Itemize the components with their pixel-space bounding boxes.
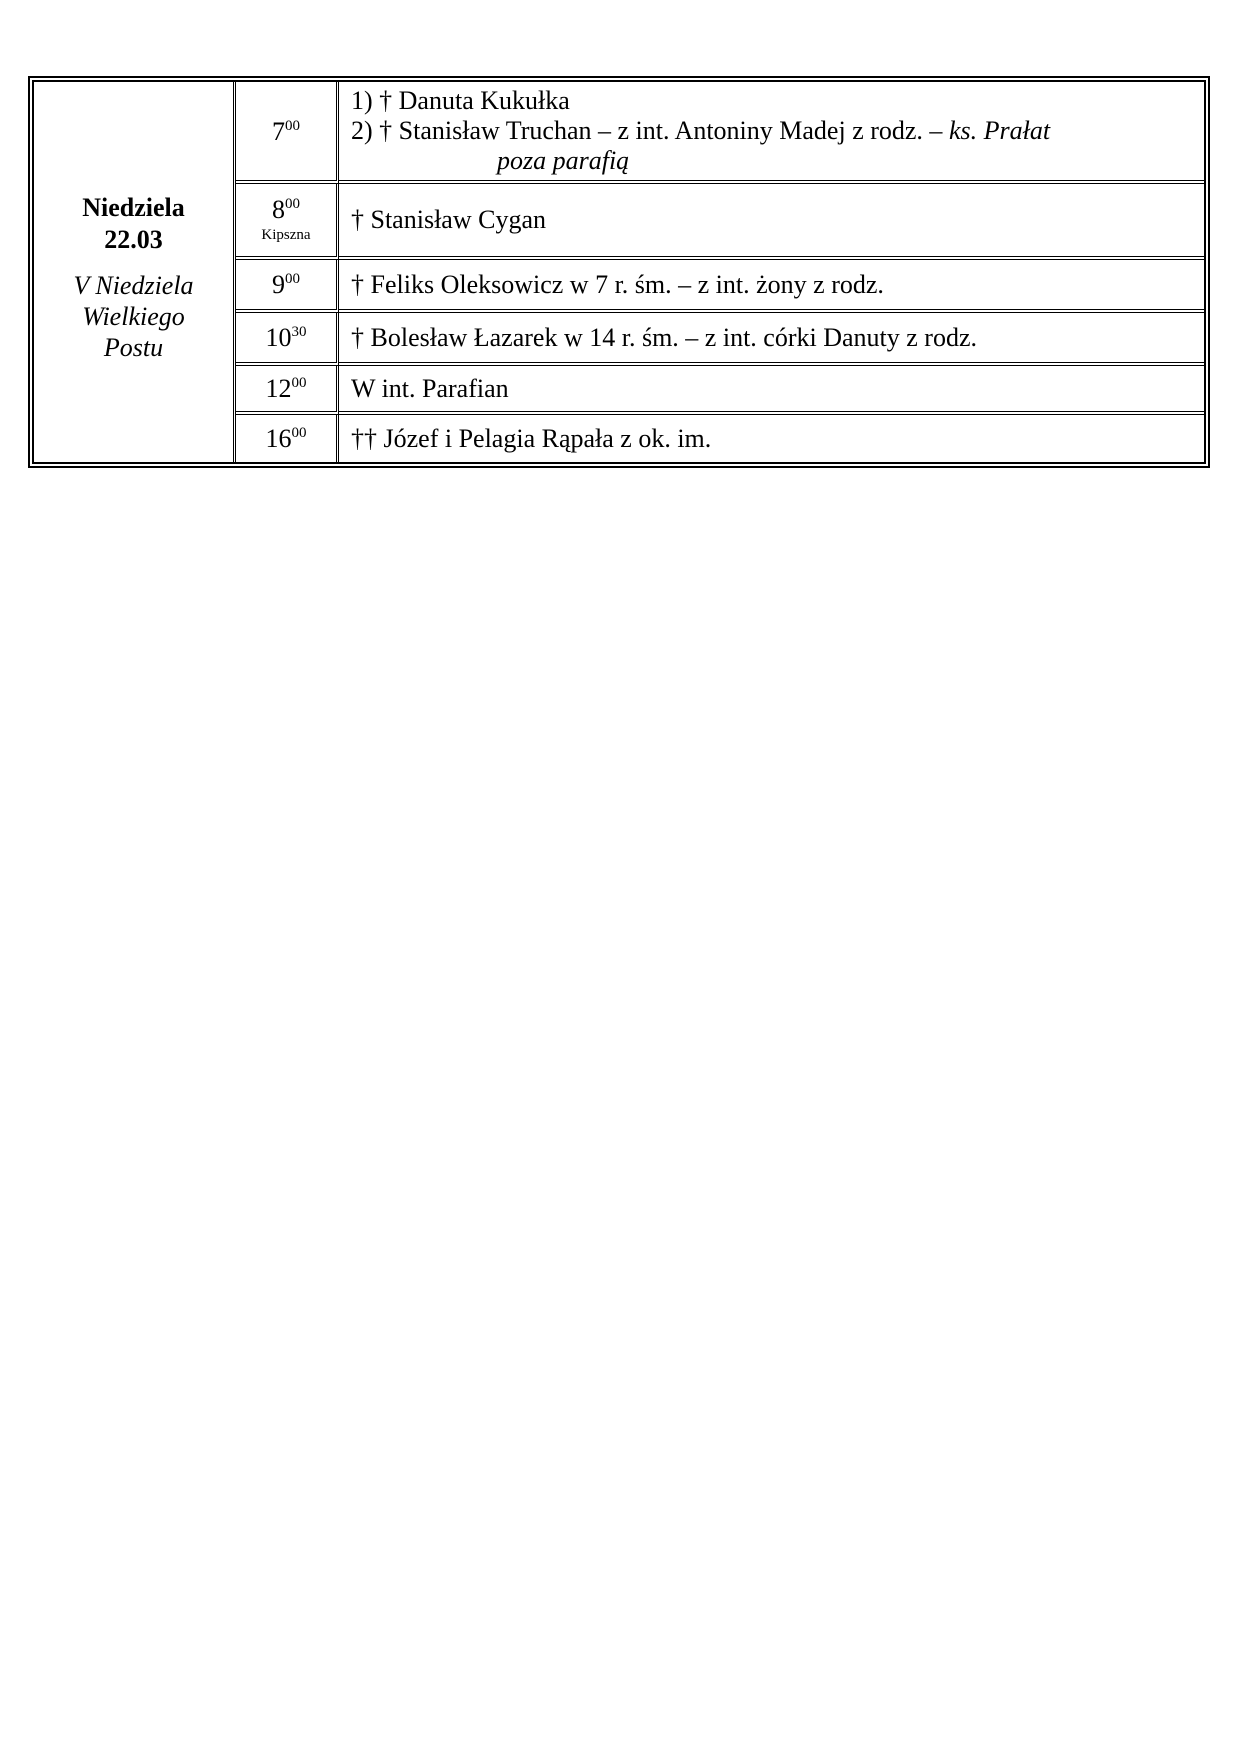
intention-line: W int. Parafian bbox=[351, 373, 509, 403]
mass-time-value: $16^{00}$ bbox=[265, 423, 307, 453]
celebrant-note: ks. Prałat bbox=[948, 116, 1051, 145]
mass-time bbox=[236, 313, 339, 366]
mass-time bbox=[236, 415, 339, 462]
day-name: Niedziela bbox=[82, 192, 185, 222]
intention-line: 1) † Danuta Kukułka bbox=[351, 86, 570, 115]
celebrant-note-cont: poza parafią bbox=[497, 146, 630, 175]
mass-time bbox=[236, 82, 339, 184]
mass-time bbox=[236, 366, 339, 415]
mass-intention bbox=[339, 184, 1204, 260]
mass-intention bbox=[339, 313, 1204, 366]
mass-time bbox=[236, 184, 339, 260]
mass-schedule-table bbox=[28, 76, 1210, 468]
day-cell bbox=[34, 82, 236, 462]
intention-line: 2) † Stanisław Truchan – z int. Antoniny Madej z rodz. – ks. Prałat bbox=[351, 116, 1051, 145]
mass-intention bbox=[339, 366, 1204, 415]
mass-intention bbox=[339, 415, 1204, 462]
day-feast bbox=[73, 270, 193, 363]
day-feast-line: V Niedziela bbox=[73, 270, 194, 300]
mass-time-value: $10^{30}$ bbox=[265, 322, 307, 352]
mass-time bbox=[236, 260, 339, 313]
intention-line: †† Józef i Pelagia Rąpała z ok. im. bbox=[351, 423, 712, 453]
intention-line: † Bolesław Łazarek w 14 r. śm. – z int. córki Danuty z rodz. bbox=[351, 322, 977, 352]
intention-line: † Feliks Oleksowicz w 7 r. śm. – z int. żony z rodz. bbox=[351, 269, 884, 299]
mass-time-value: $8^{00}$ bbox=[272, 195, 300, 224]
day-feast-line: Wielkiego bbox=[82, 301, 185, 331]
mass-time-value: $12^{00}$ bbox=[265, 373, 307, 403]
day-feast-line: Postu bbox=[103, 332, 164, 362]
intention-line: † Stanisław Cygan bbox=[351, 205, 546, 234]
mass-intention bbox=[339, 260, 1204, 313]
mass-time-value: $9^{00}$ bbox=[272, 269, 300, 299]
day-date: 22.03 bbox=[104, 224, 163, 254]
mass-intention bbox=[339, 82, 1204, 184]
mass-location-note: Kipszna bbox=[261, 227, 311, 243]
mass-time-value: $7^{00}$ bbox=[272, 117, 300, 146]
